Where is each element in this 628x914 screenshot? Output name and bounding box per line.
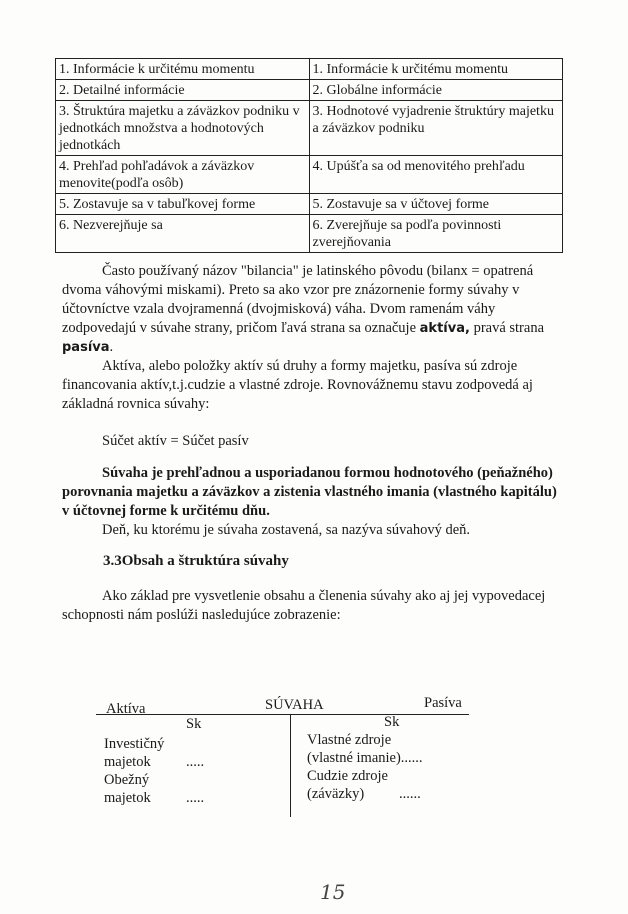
right-item: Vlastné zdroje [307, 732, 392, 748]
table-row [56, 59, 563, 80]
left-dots: ..... [186, 790, 205, 806]
sk-right: Sk [384, 714, 400, 730]
section-heading: 3.3Obsah a štruktúra súvahy [103, 553, 289, 569]
table-cell-right: 3. Hodnotové vyjadrenie štruktúry majetku a záväzkov podniku [309, 101, 563, 156]
left-item: Investičný [104, 736, 165, 752]
table-cell-right: 4. Upúšťa sa od menovitého prehľadu [309, 156, 563, 194]
paragraph-text: pravá strana [469, 320, 545, 336]
table-cell-right: 2. Globálne informácie [309, 80, 563, 101]
paragraph-intro: Ako základ pre vysvetlenie obsahu a členenia súvahy ako aj jej vypovedacej schopnosti nám poslúži nasledujúce zobrazenie: [62, 588, 546, 623]
paragraph-text: . [109, 339, 114, 355]
left-item: majetok [104, 790, 151, 806]
table-cell-left: 2. Detailné informácie [56, 80, 310, 101]
balance-equation: Súčet aktív = Súčet pasív [102, 433, 249, 449]
table-row [56, 194, 563, 215]
right-item: (vlastné imanie)...... [307, 750, 423, 766]
table-cell-left: 1. Informácie k určitému momentu [56, 59, 310, 80]
left-item: majetok [104, 754, 151, 770]
table-row [56, 101, 563, 156]
table-cell-left: 6. Nezverejňuje sa [56, 215, 310, 253]
right-item: (záväzky) [307, 786, 365, 802]
page-number: 15 [320, 880, 346, 904]
paragraph-suvahovy-den: Deň, ku ktorému je súvaha zostavená, sa nazýva súvahový deň. [102, 522, 471, 538]
table-row [56, 215, 563, 253]
right-item: Cudzie zdroje [307, 768, 388, 784]
definition-suvaha: Súvaha je prehľadnou a usporiadanou formou hodnotového (peňažného) porovnania majetku a záväzkov a zistenia vlastného imania (vlastného kapitálu) v účtovnej forme k určitému dňu. [62, 465, 557, 519]
pasiva-title: Pasíva [424, 695, 462, 711]
paragraph-text: Často používaný názov "bilancia" je latinského pôvodu (bilanx = opatrená dvoma váhovými miskami). Preto sa ako vzor pre znázornenie formy súvahy v účtovníctve vzala dvojramenná (dvojmisková) váha. Dvom ramenám váhy zodpovedajú v súvahe strany, pričom ľavá strana sa označuje [62, 263, 534, 336]
right-dots: ...... [399, 786, 421, 802]
left-dots: ..... [186, 754, 205, 770]
term-aktiva: aktíva, [419, 321, 470, 336]
t-account-horizontal-line [96, 714, 469, 715]
table-cell-left: 4. Prehľad pohľadávok a záväzkov menovite(podľa osôb) [56, 156, 310, 194]
t-account-vertical-line [290, 714, 291, 817]
comparison-table [55, 58, 563, 253]
table-cell-left: 3. Štruktúra majetku a záväzkov podniku v jednotkách množstva a hodnotových jednotkách [56, 101, 310, 156]
table-row [56, 80, 563, 101]
paragraph-bilancia [62, 262, 567, 357]
sk-left: Sk [186, 716, 202, 732]
aktiva-title: Aktíva [106, 701, 146, 717]
left-item: Obežný [104, 772, 150, 788]
table-cell-right: 6. Zverejňuje sa podľa povinnosti zverejňovania [309, 215, 563, 253]
table-cell-right: 1. Informácie k určitému momentu [309, 59, 563, 80]
term-pasiva: pasíva [62, 340, 110, 355]
table-cell-left: 5. Zostavuje sa v tabuľkovej forme [56, 194, 310, 215]
suvaha-title: SÚVAHA [265, 697, 324, 713]
table-cell-right: 5. Zostavuje sa v účtovej forme [309, 194, 563, 215]
paragraph-aktiva-pasiva: Aktíva, alebo položky aktív sú druhy a formy majetku, pasíva sú zdroje financovania aktív,t.j.cudzie a vlastné zdroje. Rovnovážnemu stavu zodpovedá aj základná rovnica súvahy: [62, 358, 533, 412]
table-row [56, 156, 563, 194]
